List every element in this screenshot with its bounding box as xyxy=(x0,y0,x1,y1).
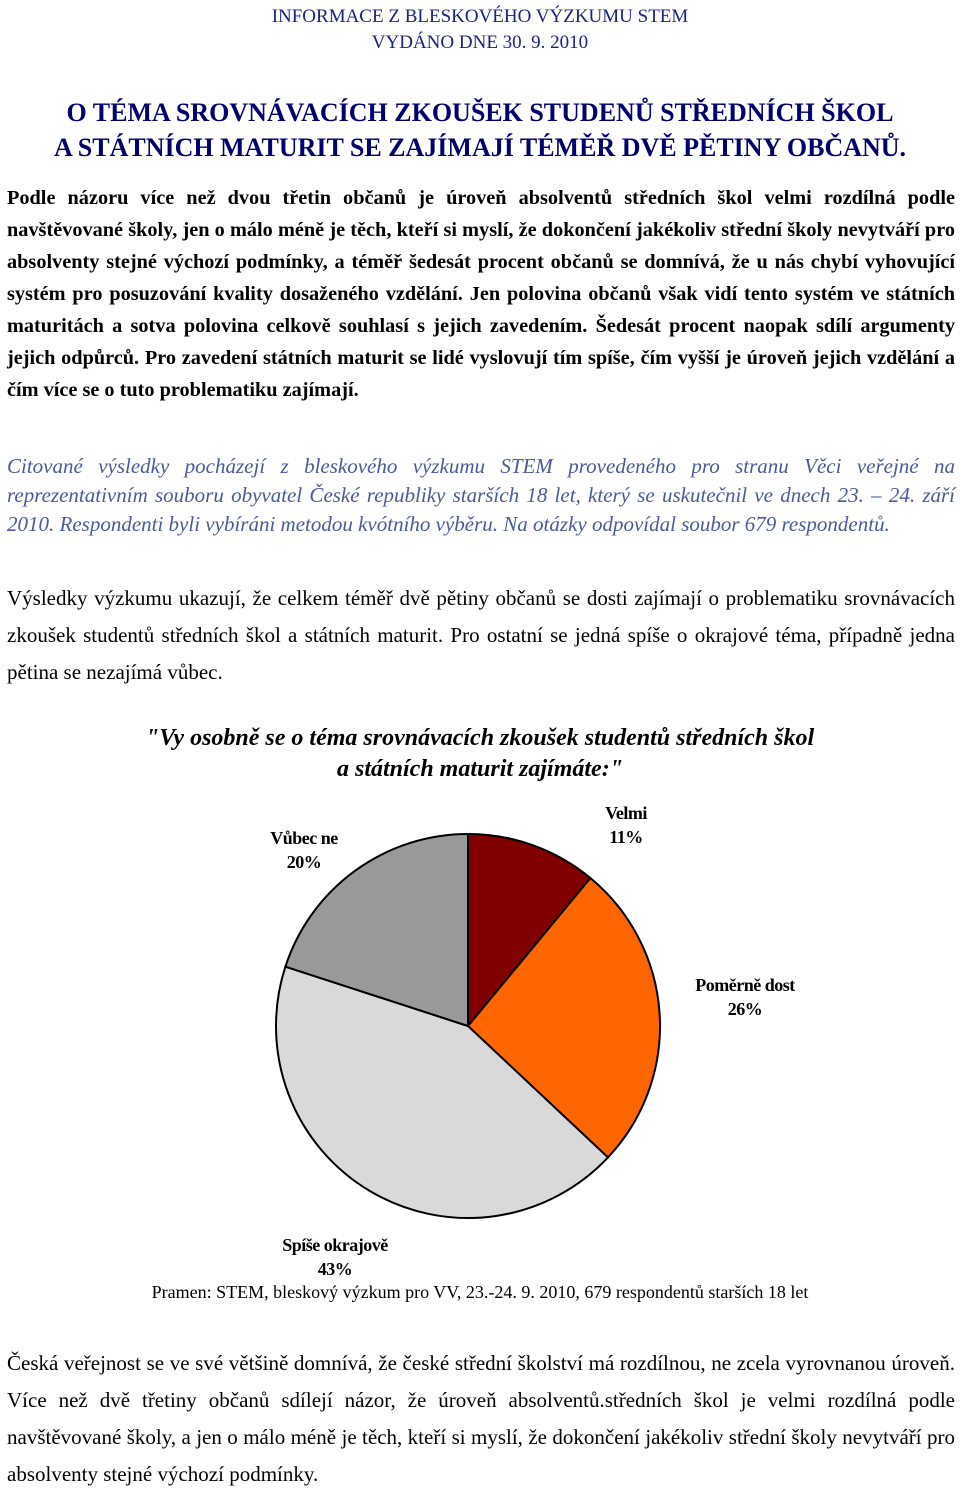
chart-source: Pramen: STEM, bleskový výzkum pro VV, 23.-24. 9. 2010, 679 respondentů starších 18 let xyxy=(151,1282,809,1302)
header-line-1: INFORMACE Z BLESKOVÉHO VÝZKUMU STEM xyxy=(271,6,689,27)
body-paragraph-2: Česká veřejnost se ve své většině domnívá, že české střední školství má rozdílnou, ne zcela vyrovnanou úroveň. Více než dvě třetiny občanů sdílejí názor, že úroveň absolventů.středních škol je velmi rozdílná podle navštěvované školy, a jen o málo méně je těch, kteří si myslí, že dokončení jakékoliv střední školy nevytváří pro absolventy stejné výchozí podmínky. xyxy=(7,1351,955,1486)
slice-label-pomerne-dost xyxy=(665,973,825,1021)
lead-paragraph: Podle názoru více než dvou třetin občanů je úroveň absolventů středních škol velmi rozdílná podle navštěvované školy, jen o málo méně je těch, kteří si myslí, že dokončení jakékoliv střední školy nevytváří pro absolventy stejné výchozí podmínky, a téměř šedesát procent občanů se domnívá, že u nás chybí vyhovující systém pro posuzování kvality dosaženého vzdělání. Jen polovina občanů však vidí tento systém ve státních maturitách a sotva polovina celkově souhlasí s jejich zavedením. Šedesát procent naopak sdílí argumenty jejich odpůrců. Pro zavedení státních maturit se lidé vyslovují tím spíše, čím vyšší je úroveň jejich vzdělání a čím více se o tuto problematiku zajímají. xyxy=(7,187,955,401)
slice-label-pomerne-dost-name: Poměrně dost xyxy=(695,975,795,995)
slice-label-velmi-name: Velmi xyxy=(605,803,647,823)
slice-label-spise-okrajove xyxy=(255,1233,415,1281)
slice-label-velmi xyxy=(556,801,696,849)
methodology-note: Citované výsledky pocházejí z bleskového výzkumu STEM provedeného pro stranu Věci veřejné na reprezentativním souboru obyvatel České republiky starších 18 let, který se uskutečnil ve dnech 23. – 24. září 2010. Respondenti byli vybíráni metodou kvótního výběru. Na otázky odpovídal soubor 679 respondentů. xyxy=(7,454,955,536)
title-line-2: A STÁTNÍCH MATURIT SE ZAJÍMAJÍ TÉMĚŘ DVĚ PĚTINY OBČANŮ. xyxy=(53,133,907,162)
slice-label-spise-okrajove-name: Spíše okrajově xyxy=(282,1235,388,1255)
header-line-2: VYDÁNO DNE 30. 9. 2010 xyxy=(371,32,589,53)
slice-label-vubec-ne xyxy=(234,826,374,874)
slice-label-pomerne-dost-value: 26% xyxy=(727,999,763,1019)
body-paragraph-1: Výsledky výzkumu ukazují, že celkem téměř dvě pětiny občanů se dosti zajímají o problematiku srovnávacích zkoušek studentů středních škol a státních maturit. Pro ostatní se jedná spíše o okrajové téma, případně jedna pětina se nezajímá vůbec. xyxy=(7,586,955,684)
title-line-1: O TÉMA SROVNÁVACÍCH ZKOUŠEK STUDENŮ STŘEDNÍCH ŠKOL xyxy=(66,98,894,127)
slice-label-spise-okrajove-value: 43% xyxy=(317,1259,353,1279)
chart-title-line-2: a státních maturit zajímáte:" xyxy=(336,756,624,782)
slice-label-velmi-value: 11% xyxy=(609,827,643,847)
slice-label-vubec-ne-name: Vůbec ne xyxy=(270,828,338,848)
slice-label-vubec-ne-value: 20% xyxy=(286,852,322,872)
chart-title-line-1: "Vy osobně se o téma srovnávacích zkoušek studentů středních škol xyxy=(145,725,815,751)
